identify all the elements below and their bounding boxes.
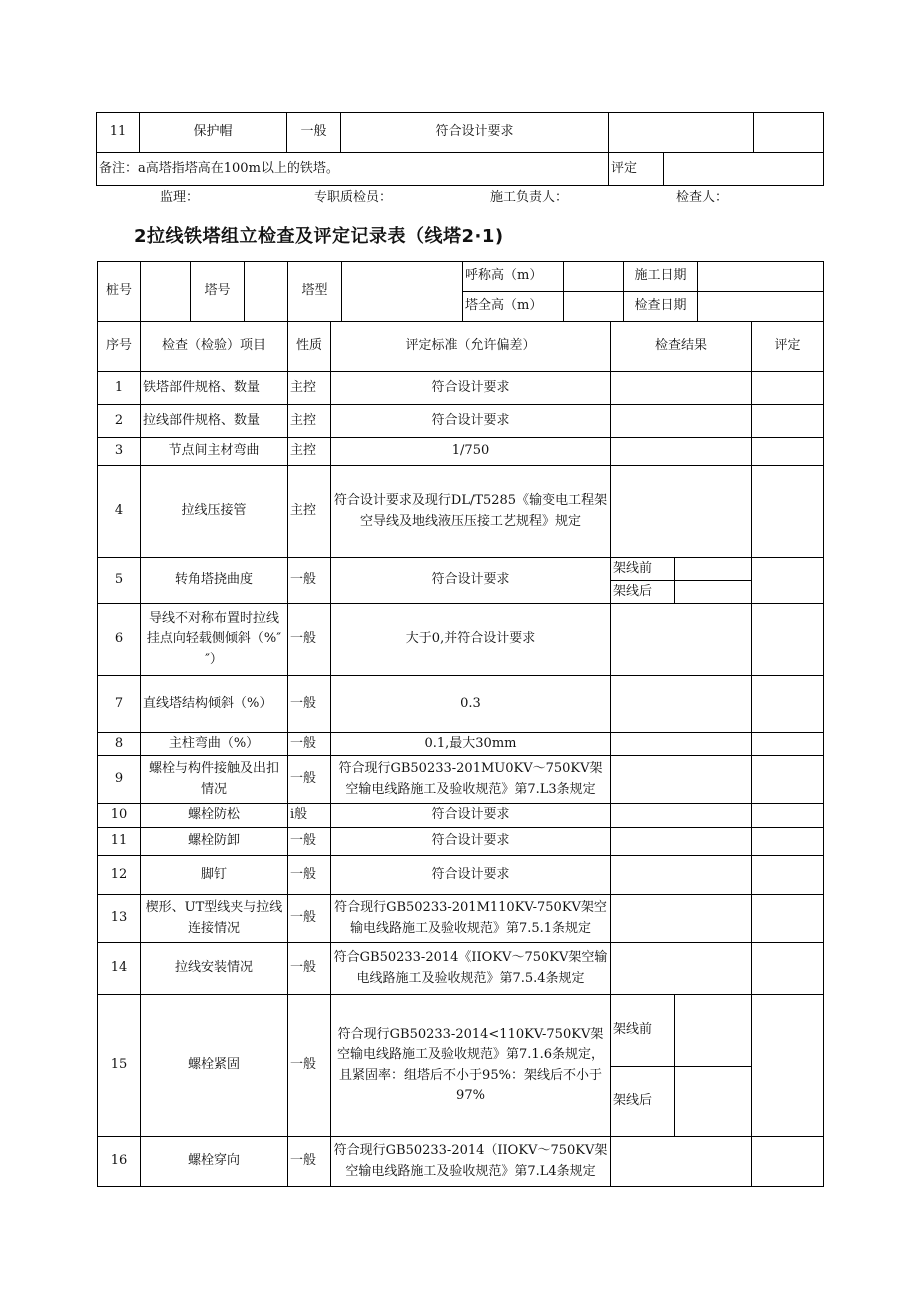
row-nature: 一般 bbox=[288, 856, 331, 895]
row-nature: 主控 bbox=[288, 438, 331, 466]
table-row bbox=[98, 1137, 824, 1187]
table-row bbox=[98, 756, 824, 804]
eval-label: 评定 bbox=[609, 153, 664, 186]
row-eval[interactable] bbox=[752, 804, 824, 828]
row-eval[interactable] bbox=[752, 943, 824, 995]
table-row bbox=[98, 895, 824, 943]
table-row bbox=[98, 372, 824, 405]
quality-inspector-label: 专职质检员： bbox=[314, 190, 393, 205]
row-no: 13 bbox=[98, 895, 141, 943]
row-eval[interactable] bbox=[752, 558, 824, 604]
tower-type-label: 塔型 bbox=[288, 262, 342, 322]
row-item: 螺栓穿向 bbox=[141, 1137, 288, 1187]
row-result[interactable] bbox=[611, 856, 752, 895]
row-nature: 一般 bbox=[288, 756, 331, 804]
after-stringing-value[interactable] bbox=[675, 1067, 752, 1137]
total-height-label: 塔全高（m） bbox=[463, 292, 564, 322]
row-standard: 符合设计要求 bbox=[331, 558, 611, 604]
row-result[interactable] bbox=[611, 438, 752, 466]
row-item: 直线塔结构倾斜（%） bbox=[141, 676, 288, 733]
row-nature: 一般 bbox=[288, 604, 331, 676]
row-item: 脚钉 bbox=[141, 856, 288, 895]
row-standard: 符合设计要求及现行DL/T5285《输变电工程架空导线及地线液压压接工艺规程》规定 bbox=[331, 466, 611, 558]
remark: 备注：a高塔指塔高在100m以上的铁塔。 bbox=[97, 153, 609, 186]
top-table bbox=[96, 112, 824, 186]
before-stringing-label: 架线前 bbox=[611, 995, 675, 1067]
row-result[interactable] bbox=[611, 466, 752, 558]
header-table bbox=[97, 261, 824, 322]
after-stringing-label: 架线后 bbox=[611, 1067, 675, 1137]
inspection-date-label: 检查日期 bbox=[624, 292, 698, 322]
row-no: 6 bbox=[98, 604, 141, 676]
row-no: 14 bbox=[98, 943, 141, 995]
row-standard: 符合设计要求 bbox=[331, 828, 611, 856]
pile-no-label: 桩号 bbox=[98, 262, 141, 322]
table-row bbox=[98, 733, 824, 756]
row-no: 9 bbox=[98, 756, 141, 804]
row-result[interactable] bbox=[611, 828, 752, 856]
page-title: 2拉线铁塔组立检查及评定记录表（线塔2·1) bbox=[134, 226, 504, 247]
row-nature: 一般 bbox=[288, 995, 331, 1137]
table-row bbox=[98, 405, 824, 438]
row-nature: i般 bbox=[288, 804, 331, 828]
inspection-date-value[interactable] bbox=[698, 292, 824, 322]
col-eval: 评定 bbox=[752, 322, 824, 372]
col-result: 检查结果 bbox=[611, 322, 752, 372]
row-no: 5 bbox=[98, 558, 141, 604]
row-standard: 大于0,并符合设计要求 bbox=[331, 604, 611, 676]
row-no: 16 bbox=[98, 1137, 141, 1187]
row-nature: 一般 bbox=[288, 943, 331, 995]
pile-no-value[interactable] bbox=[141, 262, 191, 322]
row-item: 保护帽 bbox=[140, 113, 287, 153]
row-no: 15 bbox=[98, 995, 141, 1137]
nominal-height-value[interactable] bbox=[564, 262, 624, 292]
row-eval[interactable] bbox=[752, 676, 824, 733]
row-standard: 符合设计要求 bbox=[331, 372, 611, 405]
row-no: 4 bbox=[98, 466, 141, 558]
row-standard: 符合现行GB50233-2014<110KV-750KV架空输电线路施工及验收规范》第7.1.6条规定，且紧固率：组塔后不小于95%：架线后不小于97% bbox=[331, 995, 611, 1137]
row-item: 转角塔挠曲度 bbox=[141, 558, 288, 604]
row-eval[interactable] bbox=[752, 438, 824, 466]
construction-date-label: 施工日期 bbox=[624, 262, 698, 292]
tower-no-value[interactable] bbox=[245, 262, 288, 322]
row-item: 拉线部件规格、数量 bbox=[141, 405, 288, 438]
row-standard: 符合现行GB50233-2014（IIOKV～750KV架空输电线路施工及验收规范》第7.L4条规定 bbox=[331, 1137, 611, 1187]
supervisor-label: 监理： bbox=[160, 190, 200, 205]
table-row bbox=[98, 558, 824, 581]
table-row bbox=[98, 804, 824, 828]
row-no: 7 bbox=[98, 676, 141, 733]
row-standard: 0.1,最大30mm bbox=[331, 733, 611, 756]
row-item: 铁塔部件规格、数量 bbox=[141, 372, 288, 405]
row-item: 螺栓防松 bbox=[141, 804, 288, 828]
col-standard: 评定标准（允许偏差） bbox=[331, 322, 611, 372]
row-standard: 1/750 bbox=[331, 438, 611, 466]
row-nature: 一般 bbox=[288, 828, 331, 856]
row-standard: 0.3 bbox=[331, 676, 611, 733]
table-row bbox=[98, 828, 824, 856]
row-item: 导线不对称布置时拉线挂点向轻载侧倾斜（%″″） bbox=[141, 604, 288, 676]
row-no: 12 bbox=[98, 856, 141, 895]
inspection-table bbox=[97, 321, 824, 1187]
row-nature: 主控 bbox=[288, 372, 331, 405]
row-nature: 一般 bbox=[287, 113, 341, 153]
row-nature: 一般 bbox=[288, 558, 331, 604]
row-result[interactable] bbox=[611, 405, 752, 438]
total-height-value[interactable] bbox=[564, 292, 624, 322]
construction-date-value[interactable] bbox=[698, 262, 824, 292]
row-nature: 一般 bbox=[288, 895, 331, 943]
row-result[interactable] bbox=[611, 756, 752, 804]
row-eval[interactable] bbox=[752, 828, 824, 856]
row-eval[interactable] bbox=[752, 466, 824, 558]
row-eval[interactable] bbox=[752, 604, 824, 676]
row-eval[interactable] bbox=[752, 995, 824, 1137]
row-eval[interactable] bbox=[752, 405, 824, 438]
before-stringing-label: 架线前 bbox=[611, 558, 675, 581]
col-item: 检查（检验）项目 bbox=[141, 322, 288, 372]
row-standard: 符合设计要求 bbox=[341, 113, 609, 153]
row-no: 2 bbox=[98, 405, 141, 438]
before-stringing-value[interactable] bbox=[675, 558, 752, 581]
row-result[interactable] bbox=[611, 604, 752, 676]
row-result[interactable] bbox=[611, 1137, 752, 1187]
tower-type-value[interactable] bbox=[342, 262, 463, 322]
row-eval[interactable] bbox=[752, 372, 824, 405]
row-no: 3 bbox=[98, 438, 141, 466]
table-row bbox=[98, 438, 824, 466]
row-nature: 一般 bbox=[288, 1137, 331, 1187]
row-nature: 主控 bbox=[288, 405, 331, 438]
row-eval[interactable] bbox=[752, 856, 824, 895]
row-standard: 符合GB50233-2014《IIOKV～750KV架空输电线路施工及验收规范》第7.5.4条规定 bbox=[331, 943, 611, 995]
table-row bbox=[98, 466, 824, 558]
row-item: 拉线压接管 bbox=[141, 466, 288, 558]
row-no: 8 bbox=[98, 733, 141, 756]
table-row bbox=[98, 995, 824, 1067]
row-result[interactable] bbox=[611, 733, 752, 756]
row-result[interactable] bbox=[609, 113, 754, 153]
row-result[interactable] bbox=[611, 372, 752, 405]
row-item: 螺栓防卸 bbox=[141, 828, 288, 856]
row-nature: 一般 bbox=[288, 676, 331, 733]
tower-no-label: 塔号 bbox=[191, 262, 245, 322]
table-row bbox=[98, 604, 824, 676]
col-no: 序号 bbox=[98, 322, 141, 372]
row-item: 楔形、UT型线夹与拉线连接情况 bbox=[141, 895, 288, 943]
row-result[interactable] bbox=[611, 804, 752, 828]
inspector-label: 检查人： bbox=[676, 190, 729, 205]
row-item: 节点间主材弯曲 bbox=[141, 438, 288, 466]
row-item: 主柱弯曲（%） bbox=[141, 733, 288, 756]
row-eval[interactable] bbox=[752, 733, 824, 756]
table-row bbox=[98, 676, 824, 733]
row-nature: 一般 bbox=[288, 733, 331, 756]
row-standard: 符合现行GB50233-201MU0KV～750KV架空输电线路施工及验收规范》第7.L3条规定 bbox=[331, 756, 611, 804]
row-item: 拉线安装情况 bbox=[141, 943, 288, 995]
row-no: 11 bbox=[97, 113, 140, 153]
row-standard: 符合现行GB50233-201M110KV-750KV架空输电线路施工及验收规范》第7.5.1条规定 bbox=[331, 895, 611, 943]
table-row bbox=[98, 943, 824, 995]
construction-lead-label: 施工负责人： bbox=[490, 190, 569, 205]
col-nature: 性质 bbox=[288, 322, 331, 372]
row-item: 螺栓紧固 bbox=[141, 995, 288, 1137]
row-nature: 主控 bbox=[288, 466, 331, 558]
row-eval[interactable] bbox=[752, 1137, 824, 1187]
after-stringing-value[interactable] bbox=[675, 581, 752, 604]
row-eval[interactable] bbox=[752, 895, 824, 943]
row-result[interactable] bbox=[611, 676, 752, 733]
after-stringing-label: 架线后 bbox=[611, 581, 675, 604]
row-result[interactable] bbox=[611, 943, 752, 995]
row-eval[interactable] bbox=[754, 113, 824, 153]
row-standard: 符合设计要求 bbox=[331, 405, 611, 438]
row-result[interactable] bbox=[611, 895, 752, 943]
before-stringing-value[interactable] bbox=[675, 995, 752, 1067]
row-item: 螺栓与构件接触及出扣情况 bbox=[141, 756, 288, 804]
table-row bbox=[98, 856, 824, 895]
eval-value[interactable] bbox=[664, 153, 824, 186]
nominal-height-label: 呼称高（m） bbox=[463, 262, 564, 292]
row-standard: 符合设计要求 bbox=[331, 856, 611, 895]
row-no: 1 bbox=[98, 372, 141, 405]
row-no: 11 bbox=[98, 828, 141, 856]
row-no: 10 bbox=[98, 804, 141, 828]
row-standard: 符合设计要求 bbox=[331, 804, 611, 828]
row-eval[interactable] bbox=[752, 756, 824, 804]
